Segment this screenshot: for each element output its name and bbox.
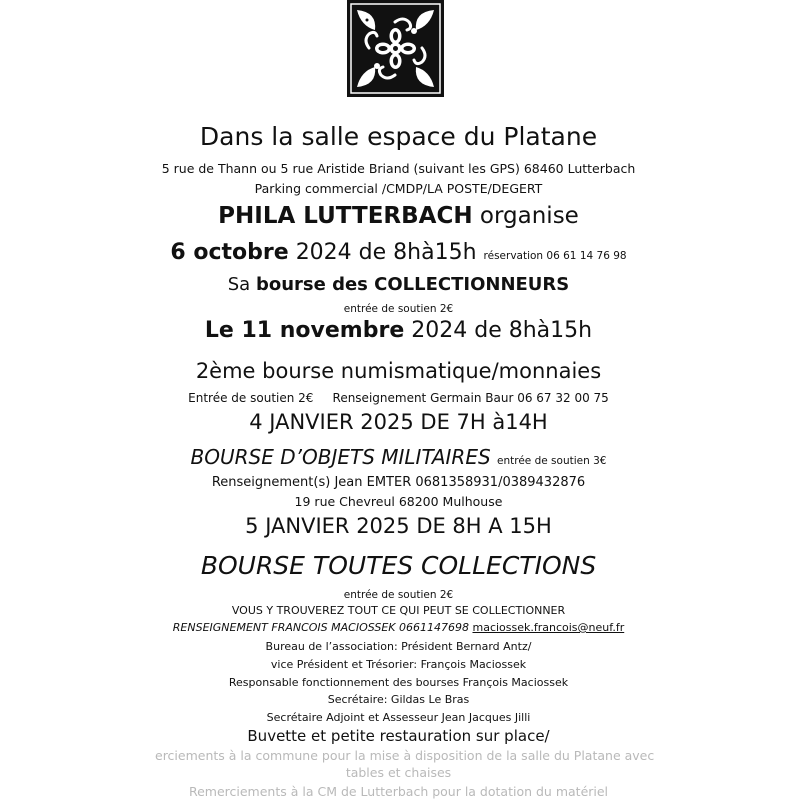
event2-title-line <box>0 361 797 382</box>
ornament-logo <box>347 0 444 97</box>
venue-heading <box>0 124 797 149</box>
address-text: 5 rue de Thann ou 5 rue Aristide Briand (suivant les GPS) <box>161 161 520 176</box>
parking-line <box>0 183 797 196</box>
bureau-line-2 <box>0 659 797 670</box>
event2-entry: Entrée de soutien 2€ <box>188 391 314 405</box>
buvette-text: Buvette et petite restauration sur place/ <box>247 727 550 745</box>
floral-tile-icon <box>347 0 444 97</box>
bureau-text: Secrétaire Adjoint et Assesseur Jean Jacques Jilli <box>266 711 531 724</box>
event2-date-rest: 2024 de 8hà15h <box>411 318 593 343</box>
event2-date-bold: Le 11 novembre <box>204 318 405 343</box>
event3-address-line <box>0 496 797 509</box>
event3-title: BOURSE D’OBJETS MILITAIRES <box>190 445 491 469</box>
buvette-line <box>0 729 797 744</box>
event2-info: Renseignement Germain Baur 06 67 32 00 75 <box>332 391 609 405</box>
event4-entry-line <box>0 590 797 601</box>
bureau-line-5 <box>0 712 797 723</box>
event3-date-line <box>0 412 797 433</box>
event3-title-line <box>0 447 797 467</box>
event4-info: RENSEIGNEMENT FRANCOIS MACIOSSEK 0661147698 <box>172 621 469 634</box>
event2-info-line <box>0 392 797 404</box>
event3-info-label: Renseignement(s) <box>211 475 331 490</box>
venue-text: Dans la salle espace du Platane <box>199 122 598 151</box>
event3-date: 4 JANVIER 2025 DE 7H à14H <box>249 410 548 434</box>
event1-reservation: réservation 06 61 14 76 98 <box>483 250 627 262</box>
event4-title-line <box>0 553 797 578</box>
event4-info-line <box>0 622 797 633</box>
event3-entry: entrée de soutien 3€ <box>497 455 607 467</box>
event4-entry: entrée de soutien 2€ <box>343 589 454 601</box>
bureau-text: Responsable fonctionnement des bourses François Maciossek <box>228 676 569 689</box>
thanks-text: tables et chaises <box>345 765 452 780</box>
event1-title-line <box>0 276 797 294</box>
thanks-text: erciements à la commune pour la mise à disposition de la salle du Platane avec <box>155 748 655 763</box>
bureau-text: vice Président et Trésorier: François Maciossek <box>270 658 527 671</box>
thanks-text: Remerciements à la CM de Lutterbach pour la dotation du matériel <box>188 784 609 799</box>
thanks-line-1 <box>155 750 654 763</box>
event3-info-line <box>0 476 797 489</box>
organizer-line <box>0 205 797 228</box>
zipcity-text: 68460 Lutterbach <box>523 161 636 176</box>
event3-address: 19 rue Chevreul 68200 Mulhouse <box>294 494 503 509</box>
event4-email-link[interactable]: maciossek.francois@neuf.fr <box>472 621 625 634</box>
bureau-line-3 <box>0 677 797 688</box>
event1-date-rest: 2024 de 8hà15h <box>295 240 477 265</box>
event4-date-line <box>0 516 797 537</box>
organizer-name: PHILA LUTTERBACH <box>218 203 473 229</box>
event1-date-bold: 6 octobre <box>170 240 289 265</box>
event4-tagline-line <box>0 605 797 616</box>
address-line <box>0 163 797 176</box>
parking-text: Parking commercial /CMDP/LA POSTE/DEGERT <box>254 181 543 196</box>
bureau-line-1 <box>0 641 797 652</box>
organizer-verb: organise <box>479 203 579 229</box>
bureau-line-4 <box>0 694 797 705</box>
event1-title: bourse des COLLECTIONNEURS <box>255 274 570 295</box>
event3-info-contact: Jean EMTER 0681358931/0389432876 <box>334 475 586 490</box>
thanks-line-2 <box>0 767 797 780</box>
event1-date-line <box>0 242 797 264</box>
event1-entry-line <box>0 304 797 315</box>
event4-tagline: VOUS Y TROUVEREZ TOUT CE QUI PEUT SE COLLECTIONNER <box>231 604 566 617</box>
event4-title: BOURSE TOUTES COLLECTIONS <box>200 551 597 580</box>
event2-date-line <box>0 320 797 342</box>
event1-entry: entrée de soutien 2€ <box>343 303 454 315</box>
bureau-text: Bureau de l’association: Président Bernard Antz/ <box>265 640 532 653</box>
event1-title-prefix: Sa <box>227 274 251 295</box>
event4-date: 5 JANVIER 2025 DE 8H A 15H <box>245 514 552 538</box>
bureau-text: Secrétaire: Gildas Le Bras <box>327 693 470 706</box>
event2-title: 2ème bourse numismatique/monnaies <box>195 359 602 383</box>
